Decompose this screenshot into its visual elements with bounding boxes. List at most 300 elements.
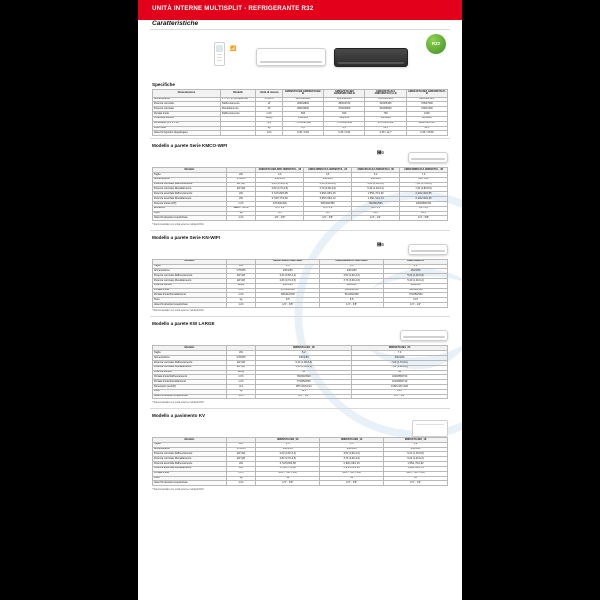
cell-value: 957×302×213 [256,384,352,389]
wall-unit-dark [334,48,408,67]
cell-value: 1010/860/710 [352,380,448,385]
divider [150,138,450,139]
cell-value: 6,5 / 4,2 [304,206,352,211]
cell-value: 1/4" - 1/2" [384,481,448,486]
cell-value: 220-240/50/1 [406,97,447,102]
row-unit: kW (W) [226,365,256,370]
row-unit: m³/h [226,293,256,298]
cell-value: 770/650/530 [256,380,352,385]
row-unit: dB(A) [226,370,256,375]
row-unit: kg [256,126,283,131]
cell-value: 14,5 [406,126,447,131]
cell-value: 1/4" - 1/2" [256,394,352,399]
cell-value: 0,98/1,08/1,15 [320,462,384,467]
row-unit: W [256,102,283,107]
row-sublabel: Raffrescamento [220,112,255,117]
cell-value: 6,4 / 4,1 [352,206,400,211]
cell-value: 21/25/29 [282,116,323,121]
row-sublabel: Riscaldamento [220,107,255,112]
row-unit: kW [226,442,256,447]
cell-value: 22/26/31 [320,283,384,288]
cell-value: 1/4" - 1/2" [352,216,400,221]
cell-value: 42 [352,370,448,375]
cell-value: 14,5 [352,389,448,394]
row-unit: kW (W) [226,182,256,187]
model-table-body [153,264,448,307]
cell-value: 230/1/50 [256,356,352,361]
cell-value: 2,6 [256,264,320,269]
cell-value: 770/650/530 [384,293,448,298]
col-head: Modello [153,437,227,442]
col-head: AMD9STAUB2 AMD9STAUB2-B [282,90,323,98]
cell-value: 1082×327×226 [352,384,448,389]
model-blocks [138,138,462,491]
cell-value: 1000 [406,112,447,117]
row-label: Peso [153,389,227,394]
cell-value: 1/4" - 1/2" [384,303,448,308]
cell-value: 470/400/320 [256,201,304,206]
cell-value: 22/26/31 [324,116,365,121]
row-unit: kW [226,462,256,467]
row-unit: inch [226,216,256,221]
col-head: 9MD9STAUB2_09 [256,437,320,442]
row-unit: kW (W) [226,457,256,462]
block-title: Modello a parete KW LARGE [152,321,215,327]
row-label: Potenza sonora [153,370,227,375]
row-unit: V/Hz/PH [256,97,283,102]
cell-value: 0,70/0,77/0,82 [256,466,320,471]
row-label: Dimensioni (LxAxP) [153,384,227,389]
row-unit: inch [226,394,256,399]
row-label: Potenza nominale Riscaldamento [153,457,227,462]
row-unit: inch [226,303,256,308]
model-block [138,230,462,313]
col-head: 9MD9STAUB2_12 [320,437,384,442]
divider [150,408,450,409]
cell-value: 1,48/1,62/1,74 [352,197,400,202]
remote-control [214,42,225,66]
row-label: Potenza assorbita Raffrescamento [153,462,227,467]
cell-value: 2,10/2,30/2,45 [400,197,448,202]
row-label: Peso [153,476,227,481]
document-content [138,20,462,505]
row-label: Alimentazione [153,356,227,361]
cell-value: 760/640/520 [384,288,448,293]
row-label: Potenza assorbita Riscaldamento [153,466,227,471]
col-head: 9MD9STAUB1_24 [352,346,448,351]
row-unit: kW (W) [226,187,256,192]
cell-value: 957×213×302 [365,121,406,126]
cell-value: 2,80 (0,70-3,5) [256,457,320,462]
row-label: Peso netto [153,126,221,131]
col-head: AMD12MMSUCA 9MD9STUL_24 [304,168,352,173]
cell-value: 7000/7200 [406,102,447,107]
wifi-icon: 📶 [230,46,237,52]
cell-value: 8,5 [324,126,365,131]
row-label: Potenza nominale Riscaldamento [153,187,227,192]
spec-table [152,89,448,136]
remote-button [217,60,222,61]
cell-value: 21/25/29 [256,283,320,288]
col-head: AMD24STAUBZ AMD18STAU2-B [408,89,446,96]
row-label: Taglia [153,173,227,178]
row-unit: SEER / SCOP [226,206,256,211]
cell-value: 3,5 [320,264,384,269]
row-unit: kg [226,298,256,303]
cell-value: 8,5 [282,126,323,131]
cell-value: 6,35 / 12,7 [365,131,406,136]
unit-vent [403,336,445,338]
block-product-image [138,150,462,166]
row-unit: dB(A) [226,283,256,288]
col-head: AMD27MM00 AMD7MM+ [256,259,320,264]
cell-value: 7,00 (1,70-8,0) [352,360,448,365]
row-label: Taglia [153,442,227,447]
row-unit: m³/h [256,112,283,117]
cell-value: 500/430/350 [320,288,384,293]
cell-value: 8,5 [320,298,384,303]
row-unit: kW (W) [226,279,256,284]
table-row [153,481,448,486]
cell-value: 11,5 [365,126,406,131]
row-unit: kg [226,476,256,481]
row-unit: kW [226,192,256,197]
cell-value: 26/32/38 [384,283,448,288]
cell-value: 3,70 (0,90-4,6) [320,457,384,462]
cell-value: 11,5 [256,389,352,394]
cell-value: 7,0 [352,351,448,356]
cell-value: 5400/5600 [365,107,406,112]
cell-value: 770×189×288 [324,121,365,126]
row-label: Portata d'aria Riscaldamento [153,293,227,298]
cell-value: 5,40 (1,40-6,2) [384,279,448,284]
row-unit: V/Hz/Ph [226,269,256,274]
row-label: Peso [153,298,227,303]
row-sublabel: V / Hz / PH(Frequenza) [220,97,255,102]
row-label: Potenza assorbita Raffrescamento [153,192,227,197]
col-head: AMD9SMM0CA AMD7MM+ [320,259,384,264]
cell-value: 2,60 (0,50-3,2) [256,274,320,279]
features-title: Caratteristiche [152,20,199,27]
cell-value: 1/4" - 3/8" [256,303,320,308]
col-head: AMD18STAUCA AMD18STAUCA-B [365,90,406,98]
block-product-image [138,242,462,258]
cell-value: 5,2 [352,173,400,178]
cell-value: 1,48/1,62/1,74 [384,466,448,471]
cell-value: 2,60 (0,50-3,2) [256,182,304,187]
cell-value: 5,40 (1,40-6,2) [352,187,400,192]
row-unit: V/Hz/Ph [226,356,256,361]
unit-vent [260,61,323,63]
cell-value: 520 [324,112,365,117]
row-label: Potenza nominale Raffrescamento [153,182,227,187]
row-label: Portata d'aria [153,112,221,117]
row-unit: inch [226,481,256,486]
row-unit: kW [226,264,256,269]
col-head: AMD18SUCA3 AMD9STAU_30 [352,168,400,173]
cell-value: 3,70 (0,90-4,6) [320,279,384,284]
row-label: Peso [153,211,227,216]
model-table [152,345,448,399]
cell-value: 5,40 (1,40-6,2) [256,365,352,370]
remote-button [217,54,222,55]
row-label: Taglia [153,264,227,269]
divider [150,29,450,30]
cell-value: 3700/3900 [324,107,365,112]
row-label: Attacchi tubazioni Liquido/Gas [153,303,227,308]
cell-value: 230/1/50 [256,269,320,274]
page-header-bar [138,0,462,20]
cell-value: 760/640/520 [256,375,352,380]
col-head: AMD12STAUB2 AMD9SMCUB2-B [324,90,365,98]
cell-value: 7,20 (1,80-8,6) [352,365,448,370]
row-unit: m³/h [226,471,256,476]
block-title: Modello a pavimento KV [152,412,206,418]
floor-unit-image [412,420,448,437]
cell-value: 230/1/50 [320,447,384,452]
row-label: Potenza nominale Riscaldamento [153,365,227,370]
row-unit: kW (W) [226,274,256,279]
cell-value: 1,55/1,70/1,82 [384,462,448,467]
row-label: Potenza nominale [153,102,221,107]
model-block [138,408,462,491]
cell-value: 5,20 (1,30-5,8) [256,360,352,365]
cell-value: 2,20/2,40/2,55 [400,192,448,197]
cell-value: 3,70 (0,90-4,6) [304,187,352,192]
remote-screen [216,45,223,52]
cell-value: 230/1/50 [256,447,320,452]
table-row [153,216,448,221]
cell-value: 230/1/50 [256,177,304,182]
cell-value: 0,95/1,05/1,12 [304,197,352,202]
cell-value: 760 [365,112,406,117]
cell-value: 0,95/1,05/1,12 [320,466,384,471]
hero-product-images [138,34,462,80]
cell-value: 220-240/50/1 [365,97,406,102]
cell-value: 3,50 (0,90-4,0) [304,182,352,187]
row-label: Pressione sonora [153,116,221,121]
cell-value: 7,00 (1,70-8,0) [400,182,448,187]
cell-value: 7,20 (1,80-8,6) [400,187,448,192]
row-unit: kW [226,466,256,471]
cell-value: 1/4" - 5/8" [352,394,448,399]
cell-value: 6,35 / 9,52 [282,131,323,136]
cell-value: 8,5 [256,211,304,216]
cell-value: 220-240/50/1 [324,97,365,102]
row-label: Taglia [153,351,227,356]
cell-value: 1/4" - 3/8" [256,481,320,486]
col-head: 9MD9STAUB1_18 [256,346,352,351]
cell-value: 3500/3700 [324,102,365,107]
row-label: Alimentazione [153,177,227,182]
cell-value: 770×189×288 [282,121,323,126]
cell-value: 5200/5400 [365,102,406,107]
cell-value: 230/1/50 [352,177,400,182]
cell-value: 1000/850/700 [352,375,448,380]
cell-value: 6,35 / 9,52 [324,131,365,136]
row-unit: m³/h [226,380,256,385]
row-unit: m³/h [226,288,256,293]
row-unit: kW (W) [226,452,256,457]
cell-value: 430 × 700 × 250 [320,471,384,476]
page-title: UNITÀ INTERNE MULTISPLIT - REFRIGERANTE R32 [152,5,314,12]
row-label: Potenza d'aria (A/P) [153,201,227,206]
row-unit: dB(A) [256,116,283,121]
cell-value: 2,6 [256,442,320,447]
unit-vent [411,250,446,252]
row-unit: kW (W) [226,360,256,365]
block-product-image [138,328,462,344]
cell-value: 5,20 (1,30-5,8) [352,182,400,187]
unit-vent [338,62,404,64]
divider [150,230,450,231]
col-head: AMD7MM0CA [384,259,448,264]
cell-value: 5,2 [256,351,352,356]
row-label: Potenza nominale [153,107,221,112]
cell-value: 11,5 [384,298,448,303]
cell-value: 1,55/1,70/1,82 [352,192,400,197]
row-label: Portata d'aria [153,471,227,476]
cell-value: 6,2 / 4,0 [400,206,448,211]
cell-value: 0,70/0,77/0,82 [256,197,304,202]
cell-value: 8,5 [256,298,320,303]
cell-value: 0,98/1,08/1,15 [304,192,352,197]
model-table-body [153,442,448,485]
row-unit: W [256,107,283,112]
col-head: Modello [220,90,255,98]
row-unit: kg [226,211,256,216]
cell-value: 3,50 (0,90-4,0) [320,274,384,279]
wifi-icon: ὏6 [376,241,384,247]
cell-value: 1/4" - 3/8" [256,216,304,221]
block-note: * Raccomandato con unità esterne multisplit R32 [152,487,204,491]
cell-value: 0,72/0,80/0,85 [256,462,320,467]
row-unit: kW [226,173,256,178]
model-table-body [153,173,448,221]
table-row [153,131,448,136]
col-head: AMD24MMSUCA 9MD9STUL_36 [400,168,448,173]
row-label: Alimentazione [153,447,227,452]
datasheet-sheet [138,0,462,600]
col-head: Unità di misura [256,90,283,98]
cell-value: 1000/850/700 [400,201,448,206]
table-row [153,394,448,399]
cell-value: 8,5 [304,211,352,216]
col-head: Modello [153,259,227,264]
row-label: Attacchi frigoriferi (liquido/gas) [153,131,221,136]
row-label: Alimentazione [153,269,227,274]
cell-value: 1082×226×327 [406,121,447,126]
cell-value: 230/1/50 [384,269,448,274]
cell-value: 6,5 / 4,2 [256,206,304,211]
row-label: Attacchi tubazioni Liquido/Gas [153,481,227,486]
remote-button [217,57,222,58]
cell-value: 2800/3000 [282,107,323,112]
block-note: * Raccomandato con unità esterne multisplit R32 [152,309,204,313]
unit-grill [416,424,445,425]
cell-value: 2,60 (0,50-3,2) [256,452,320,457]
cell-value: 220-240/50/1 [282,97,323,102]
cell-value: 11,5 [352,211,400,216]
unit-vent [411,158,446,160]
row-label: Portata d'aria Raffrescamento [153,375,227,380]
cell-value: 1/4" - 3/8" [304,216,352,221]
cell-value: 30/36/42 [406,116,447,121]
cell-value: 3,50 (0,90-4,0) [320,452,384,457]
cell-value: 5,40 (1,40-6,2) [384,457,448,462]
cell-value: 500 [282,112,323,117]
row-label: Potenza nominale Raffrescamento [153,274,227,279]
model-table [152,167,448,221]
r32-label: R32 [431,41,441,46]
cell-value: 2,6 [256,173,304,178]
cell-value: 510/440/360 [320,293,384,298]
row-label: Portata d'aria [153,288,227,293]
cell-value: 5,2 [384,442,448,447]
cell-value: 2,80 (0,70-3,5) [256,279,320,284]
wall-unit-image [408,244,448,255]
cell-value: 38 [256,370,352,375]
row-label: Dimensioni (L x P x A) [153,121,221,126]
row-label: Potenza assorbita Riscaldamento [153,197,227,202]
row-sublabel [220,131,255,136]
cell-value: 16 [384,476,448,481]
cell-value: 6,35 / 15,88 [406,131,447,136]
block-title: Modello a parete Serie KN-WIFI [152,234,220,240]
cell-value: 3,5 [320,442,384,447]
model-table [152,437,448,486]
row-unit: kW [226,351,256,356]
cell-value: 230/1/50 [384,447,448,452]
cell-value: 1/4" - 5/8" [400,216,448,221]
row-unit: inch [256,131,283,136]
cell-value: 430 × 700 × 250 [384,471,448,476]
col-head: Modello [153,346,227,351]
cell-value: 470/400/320 [256,288,320,293]
cell-value: 2600/2800 [282,102,323,107]
cell-value: 5,20 (1,30-5,8) [384,452,448,457]
cell-value: 5,20 (1,30-5,8) [384,274,448,279]
col-head: 9MD9STAUB2_18 [384,437,448,442]
spec-table-body [153,97,448,136]
model-block [138,138,462,226]
cell-value: 230 V/50 [400,177,448,182]
row-label: Alimentazione [153,97,221,102]
model-table [152,259,448,308]
row-unit: mm [226,384,256,389]
cell-value: 14 [320,476,384,481]
cell-value: 5,2 [384,264,448,269]
wall-unit-image [408,152,448,163]
row-label: Potenza sonora [153,283,227,288]
block-product-image [138,420,462,436]
row-unit: kW [226,197,256,202]
row-label: Attacchi tubazioni Liquido/Gas [153,216,227,221]
model-table-body [153,351,448,399]
cell-value: 26/32/38 [365,116,406,121]
row-label: Potenza nominale Riscaldamento [153,279,227,284]
wall-unit-white [256,48,326,66]
col-head: AMD9STAUB2-WIFI 9MD9STUL_18 [256,168,304,173]
row-unit: m³/h [226,201,256,206]
block-title: Modello a parete Serie KMCO-WIFI [152,143,228,149]
row-label: Potenza nominale Raffrescamento [153,452,227,457]
row-sublabel: Raffrescamento [220,102,255,107]
divider [150,316,450,317]
cell-value: 0,72/0,80/0,85 [256,192,304,197]
cell-value: 480/410/330 [256,293,320,298]
cell-value: 7,0 [400,173,448,178]
